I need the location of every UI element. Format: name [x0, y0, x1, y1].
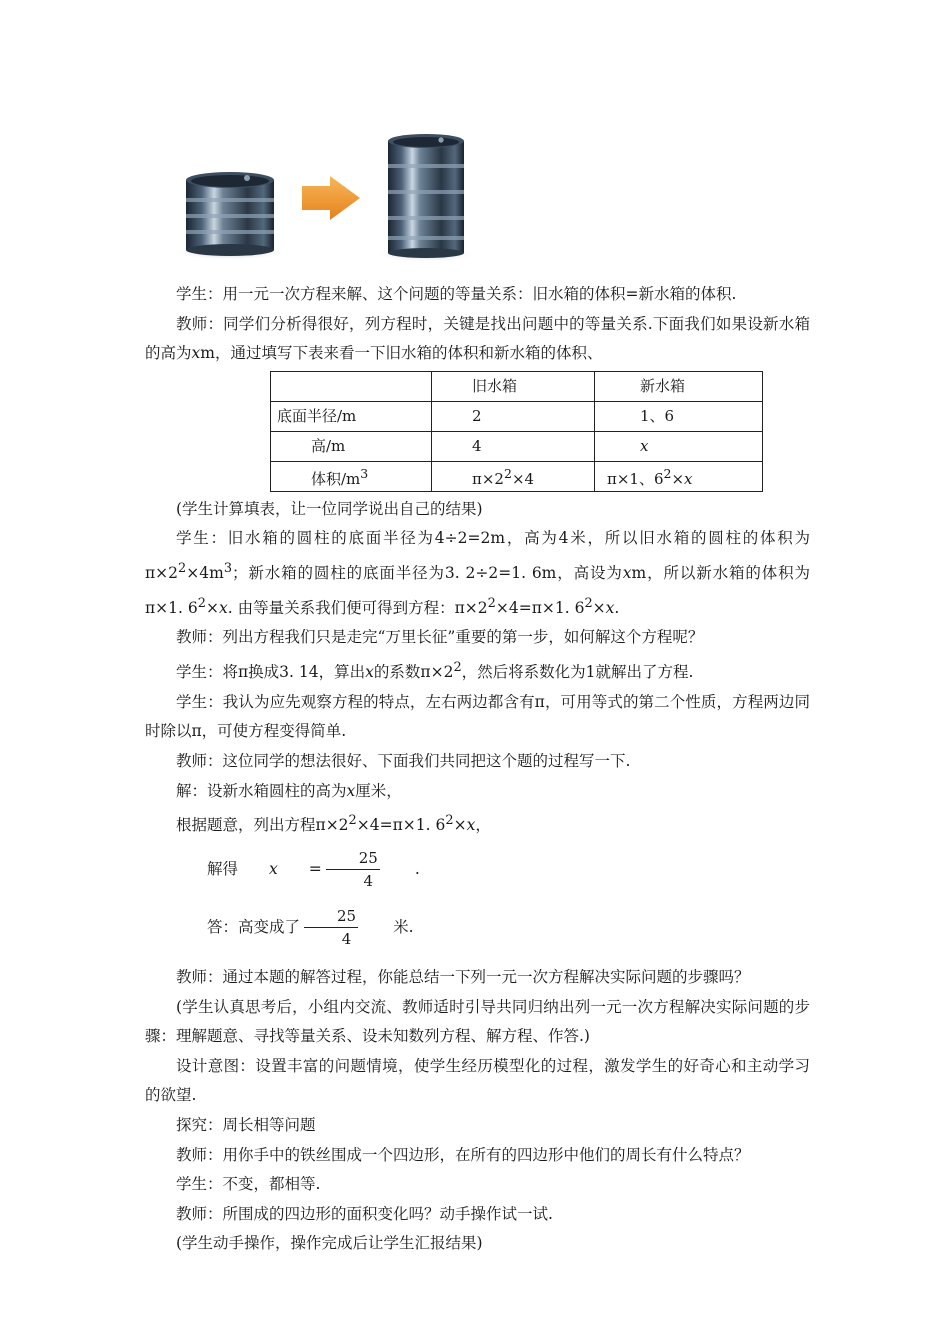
paragraph: 根据题意，列出方程$\pi\times 2^2\times 4=\pi\times 1$. $6^2\times x$，: [176, 813, 491, 835]
solution-line: 解得 x = $\frac{25}{4}$ .: [207, 849, 420, 891]
paragraph: 教师：同学们分析得很好，列方程时，关键是找出问题中的等量关系.下面我们如果设新水箱的高为xm，通过填写下表来看一下旧水箱的体积和新水箱的体积、: [145, 314, 810, 363]
table-cell: 4: [432, 431, 595, 461]
table-cell: 1、6: [595, 401, 763, 431]
table-cell: $\pi\times 2^2\times 4$: [432, 461, 595, 491]
table-header-new: 新水箱: [595, 371, 763, 401]
paragraph: 学生：我认为应先观察方程的特点，左右两边都含有π，可用等式的第二个性质，方程两边同时除以π，可使方程变得简单.: [145, 692, 810, 741]
paragraph: 学生：不变，都相等.: [176, 1175, 321, 1194]
paragraph: 学生：将π换成3. 14，算出x的系数$\pi\times 2^2$，然后将系数化为1就解出了方程.: [176, 660, 694, 682]
paragraph: 解：设新水箱圆柱的高为x厘米，: [176, 781, 402, 800]
table-header-old: 旧水箱: [432, 371, 595, 401]
arrow-right-icon: [302, 176, 360, 220]
paragraph: (学生认真思考后，小组内交流、教师适时引导共同归纳出列一元一次方程解决实际问题的步骤：理解题意、寻找等量关系、设未知数列方程、解方程、作答.): [145, 997, 810, 1046]
table-row: [271, 431, 763, 461]
table-cell: 2: [432, 401, 595, 431]
paragraph: 教师：所围成的四边形的面积变化吗？动手操作试一试.: [176, 1204, 553, 1223]
table-row: [271, 461, 763, 491]
volume-table: [270, 371, 763, 492]
table-cell: 底面半径/m: [271, 401, 432, 431]
document-body: [145, 280, 810, 1259]
table-row: [271, 401, 763, 431]
paragraph: 教师：这位同学的想法很好、下面我们共同把这个题的过程写一下.: [176, 752, 631, 770]
answer-line: 答：高变成了 $\frac{25}{4}$ 米.: [207, 907, 414, 949]
paragraph: 设计意图：设置丰富的问题情境，使学生经历模型化的过程，激发学生的好奇心和主动学习的欲望.: [145, 1056, 810, 1105]
paragraph: (学生计算填表，让一位同学说出自己的结果): [176, 499, 483, 518]
paragraph: 教师：通过本题的解答过程，你能总结一下列一元一次方程解决实际问题的步骤吗？: [176, 967, 750, 986]
paragraph: 学生：用一元一次方程来解、这个问题的等量关系：旧水箱的体积=新水箱的体积.: [176, 285, 737, 303]
fraction: $\frac{25}{4}$: [326, 849, 380, 890]
table-cell: x: [595, 431, 763, 461]
paragraph: 教师：用你手中的铁丝围成一个四边形，在所有的四边形中他们的周长有什么特点？: [176, 1145, 750, 1164]
table-cell: π×1、$6^2\times x$: [595, 461, 763, 491]
new-barrel-icon: [374, 134, 478, 262]
barrel-illustration: [170, 128, 480, 263]
fraction: $\frac{25}{4}$: [304, 907, 358, 948]
table-cell: 体积$/m^3$: [271, 461, 432, 491]
paragraph: 教师：列出方程我们只是走完“万里长征”重要的第一步，如何解这个方程呢？: [176, 628, 704, 647]
section-heading: 探究：周长相等问题: [176, 1115, 316, 1134]
table-row: [271, 371, 763, 401]
paragraph: 学生：旧水箱的圆柱的底面半径为4÷2=2m，高为4米，所以旧水箱的圆柱的体积为$\pi\times 2^2\times 4m^3$；新水箱的圆柱的底面半径为3. 2÷2=1. 6m，高设为xm，所以新水箱的体积为π×1. $6^2\times x$. 由等量关系我们便可得到方程：$\pi\times 2^2\times 4=\pi\times 1$. $6^2\times x$.: [145, 529, 810, 617]
table-cell: 高/m: [271, 431, 432, 461]
old-barrel-icon: [172, 172, 288, 260]
table-cell: [271, 371, 432, 401]
paragraph: (学生动手操作，操作完成后让学生汇报结果): [176, 1234, 483, 1253]
